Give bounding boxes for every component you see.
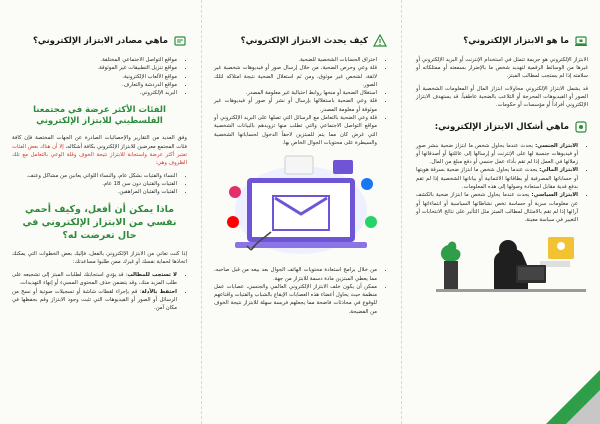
sources-heading bbox=[12, 34, 187, 48]
list-item: • الابتزاز السياسي: يحدث عندما يحاول شخص ما ابتزاز ضحية بالكشف عن معلومات سرية أو حساسة تخص نشاطاتها السياسية أو انتماءاتها أو آرائها إذا لم تقم بالامتثال لمطالب المبتز مثل التأثير على نتائج الانتخابات أو التغيير في سياسة معينة. bbox=[416, 191, 578, 224]
list-item: • من خلال برامج استعادة محتويات الهاتف الجوال بعد بيعه من قبل صاحبه، مما يعطي المبتزين مادة دسمة للابتزاز من جهة. bbox=[214, 266, 377, 283]
how-heading bbox=[214, 34, 387, 48]
vulnerable-groups-paragraph: وفق العديد من التقارير والإحصائيات الصادرة عن الجهات المختصة فإن كافة فئات المجتمع معرضين للابتزاز الإلكتروني بكافة أشكاله، إلا أن هناك بعض الفئات تعتبر أكثر عرضة واستجابة للابتزاز نتيجة الخوف وقلة الوعي بالتعامل مع تلك الظروف وهي: bbox=[12, 135, 187, 166]
sources-list bbox=[12, 56, 187, 97]
list-item: • الفتيات والفتيان دون سن 18 عام. bbox=[12, 180, 177, 188]
what-is-title: ما هو الابتزاز الإلكتروني؟ bbox=[463, 36, 569, 46]
what-is-heading bbox=[416, 34, 588, 48]
sources-icon bbox=[173, 34, 187, 48]
alert-icon bbox=[373, 34, 387, 48]
groups-list bbox=[12, 172, 187, 197]
forms-icon bbox=[574, 120, 588, 134]
vulnerable-groups-title: الفئات الأكثر عرضة في مجتمعنا الفلسطيني للابتزاز الإلكتروني bbox=[33, 105, 166, 127]
list-item: • اختراق الحسابات الشخصية للضحية. bbox=[214, 56, 377, 64]
left-column bbox=[0, 0, 201, 424]
protection-title: ماذا يمكن أن أفعل، وكيف أحمي نفسي من الابتزاز الإلكتروني في حال تعرضت له؟ bbox=[22, 203, 177, 241]
list-item: • النساء والفتيات بشكل عام، والنساء اللواتي يعانين من مشاكل وعنف. bbox=[12, 172, 177, 180]
list-item: • مواقع الدردشة والتعارف. bbox=[12, 81, 177, 89]
sources-title: ماهي مصادر الابتزاز الإلكتروني؟ bbox=[32, 36, 168, 46]
right-column bbox=[402, 0, 600, 424]
list-item: • الابتزاز المالي: يحدث عندما يحاول شخص ما ابتزاز ضحية بسرقة هويتها أو حساباتها المصرفية أو بطاقاتها الائتمانية أو بياناتها الشخصية إذا لم تقم بدفع فدية مقابل استعادة وصولها إلى هذه المعلومات. bbox=[416, 166, 578, 191]
list-item: • الفتيات والفتيان المراهقين. bbox=[12, 188, 177, 196]
list-item: • احتفظ بالأدلة: قم بإجراء لقطات شاشة أو تسجيلات صوتية أو نسخ من الرسائل أو الصور أو الفيديوهات التي تثبت وجود الابتزاز وقم بحفظها في مكان آمن. bbox=[12, 288, 177, 313]
forms-list bbox=[416, 142, 588, 225]
highlight-text: إلا أن هناك بعض الفئات تعتبر أكثر عرضة واستجابة للابتزاز نتيجة الخوف وقلة الوعي بالتعامل مع تلك الظروف وهي: bbox=[12, 143, 187, 166]
how-list bbox=[214, 56, 387, 147]
hacker-illustration-icon bbox=[436, 231, 586, 293]
list-item: • استغلال الضحية أو منحها روابط احتيالية غير معلومة المصدر. bbox=[214, 89, 377, 97]
list-item: • قلة وعي الضحية باستغلالها بإرسال أو نشر أو صور أو فيديوهات غير موثوقة أو معلومة المصدر. bbox=[214, 97, 377, 114]
list-item: • مواقع تنزيل التطبيقات غير الموثوقة. bbox=[12, 64, 177, 72]
what-is-paragraph-1: الابتزاز الإلكتروني هو جريمة تتمثل في استخدام الإنترنت أو البريد الإلكتروني أو غيرها من الوسائط الرقمية لتهديد شخص ما بالإضرار بسمعته أو ممتلكاته أو سلامته إذا لم يستجب لمطالب المبتز. bbox=[416, 57, 588, 80]
what-is-paragraph-2: قد يشمل الابتزاز الإلكتروني محاولات ابتزاز المال أو المعلومات الشخصية أو الصور أو الفيديوهات المحرجة أو التلاعب بالضحية عاطفياً. قد يستهدف الابتزاز الإلكتروني أفراداً أو مؤسسات أو حكومات. bbox=[416, 86, 588, 109]
forms-heading bbox=[416, 120, 588, 134]
steps-list bbox=[12, 271, 187, 312]
list-item: • الابتزاز الجنسي: يحدث عندما يحاول شخص ما ابتزاز ضحية بنشر صور أو فيديوهات جنسية لها على الإنترنت أو إرسالها إلى عائلتها أو أصدقائها أو زملائها في العمل إذا لم تقم بأداء عمل جنسي أو دفع مبلغ من المال. bbox=[416, 142, 578, 167]
list-item: • مواقع التواصل الاجتماعي المختلفة. bbox=[12, 56, 177, 64]
middle-column bbox=[201, 0, 402, 424]
list-item: • قلة وعي وحرص الضحية، من خلال إرسال صور أو فيديوهات شخصية غير لائقة، لشخص غير موثوق، ومن ثم استغلال الضحية نتيجة امتلاكه لتلك الصور. bbox=[214, 64, 377, 89]
how-title: كيف يحدث الابتزاز الإلكتروني؟ bbox=[240, 36, 368, 46]
laptop-phishing-illustration-icon bbox=[215, 152, 387, 260]
protection-paragraph: إذا كنت تعاني من الابتزاز الإلكتروني بالفعل، فإليك بعض الخطوات التي يمكنك اتخاذها لحماية نفسك أو غيرك ممن طلبوا مساعدتك: bbox=[12, 250, 187, 265]
list-item: • لا تستجب للمطالب: قد يؤدي استجابتك لطلبات المبتز إلى تشجيعه على طلب المزيد منك، وقد يتضمن حذف المحتوى المسيء أو إنهاء التهديدات. bbox=[12, 271, 177, 288]
list-item: • ممكن أن يكون خلف الابتزاز الإلكتروني العالمي والجنسي، عصابات عمل منظمة حيث يحاول أعضاء هذه العصابات الإيقاع بالشباب والفتيات واقناعهم للوقوع في محادثات فاضحة مما يجعلهم فريسة سهلة للابتزاز نتيجة الخوف من الفضيحة. bbox=[214, 283, 377, 316]
forms-title: ماهي أشكال الابتزاز الإلكتروني: bbox=[434, 121, 569, 132]
how-list-bottom bbox=[214, 266, 387, 316]
list-item: • قلة وعي الضحية بالتعامل مع الرسائل التي تصلها على البريد الإلكتروني أو مواقع التواصل الاجتماعي والتي تطلب منها تزويدهم بالبيانات الشخصية التي غرض كان مما يتم للمبتزين لاحقاً الدخول لحساباتها الشخصية والسيطرة على محتويات الجوال الخاص بها. bbox=[214, 114, 377, 147]
list-item: • مواقع الألعاب الإلكترونية. bbox=[12, 73, 177, 81]
list-item: • البريد الإلكتروني. bbox=[12, 89, 177, 97]
laptop-lock-icon bbox=[574, 34, 588, 48]
